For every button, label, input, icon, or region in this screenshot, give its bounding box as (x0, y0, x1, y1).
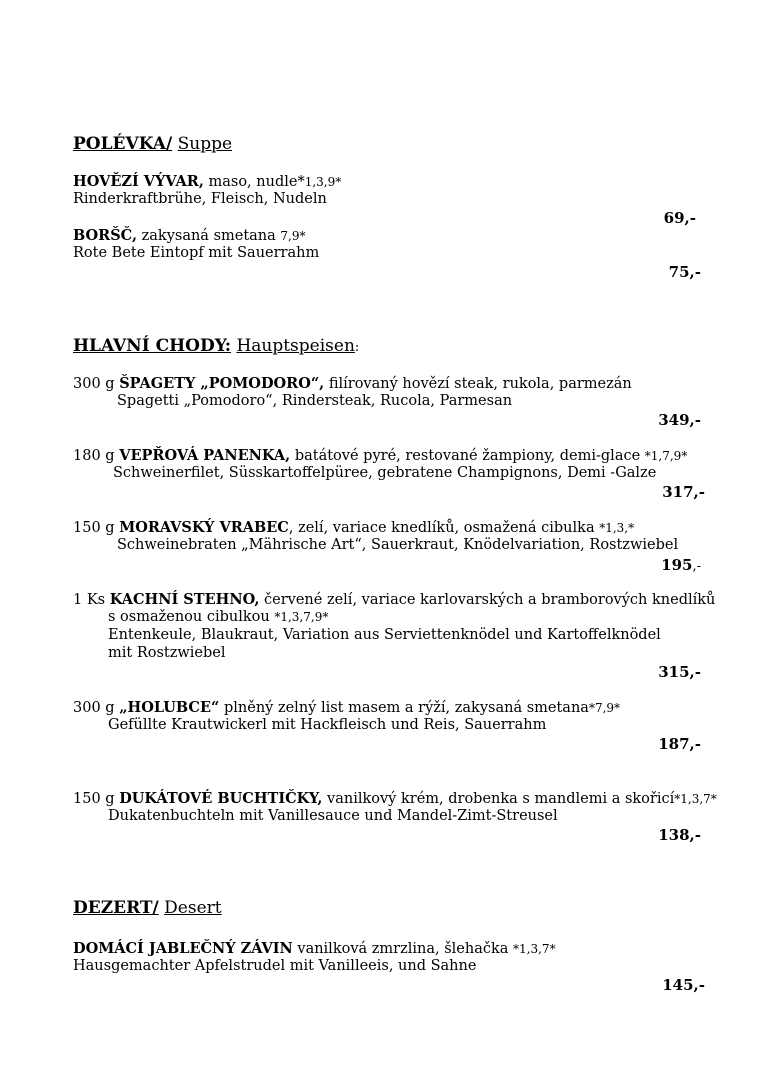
menu-item-price: 315,- (658, 663, 701, 681)
menu-item-price: 349,- (658, 411, 701, 429)
menu-item-name-line: 1 Ks KACHNÍ STEHNO, červené zelí, variace karlovarských a bramborových knedlíků (73, 591, 716, 608)
menu-item-translation: Spagetti „Pomodoro“, Rindersteak, Rucola, Parmesan (117, 393, 513, 409)
section-heading-soup: POLÉVKA/ Suppe (73, 134, 233, 154)
menu-item-name-line: 300 g „HOLUBCE“ plněný zelný list masem a rýží, zakysaná smetana*7,9* (73, 699, 621, 716)
menu-item-name-line-cont: s osmaženou cibulkou *1,3,7,9* (108, 609, 329, 625)
menu-item-translation: Entenkeule, Blaukraut, Variation aus Serviettenknödel und Kartoffelknödel (108, 627, 661, 643)
menu-item-name-line: 150 g DUKÁTOVÉ BUCHTIČKY, vanilkový krém, drobenka s mandlemi a skořicí*1,3,7* (73, 790, 717, 807)
section-heading-main: HLAVNÍ CHODY: Hauptspeisen: (73, 336, 360, 356)
section-heading-dessert: DEZERT/ Desert (73, 898, 222, 918)
menu-item-translation: Rinderkraftbrühe, Fleisch, Nudeln (73, 191, 327, 207)
menu-item-translation: Schweinebraten „Mährische Art“, Sauerkraut, Knödelvariation, Rostzwiebel (117, 537, 679, 553)
menu-item-name-line: 180 g VEPŘOVÁ PANENKA, batátové pyré, restované žampiony, demi-glace *1,7,9* (73, 447, 688, 464)
menu-item-price: 75,- (668, 263, 701, 281)
menu-item-name-line: DOMÁCÍ JABLEČNÝ ZÁVIN vanilková zmrzlina, šlehačka *1,3,7* (73, 940, 556, 957)
menu-item-translation: Schweinerfilet, Süsskartoffelpüree, gebratene Champignons, Demi -Galze (113, 465, 657, 481)
menu-item-price: 195,- (661, 556, 701, 574)
menu-item-price: 187,- (658, 735, 701, 753)
menu-item-name-line: HOVĚZÍ VÝVAR, maso, nudle*1,3,9* (73, 173, 342, 190)
menu-item-price: 138,- (658, 826, 701, 844)
menu-item-translation: Gefüllte Krautwickerl mit Hackfleisch und Reis, Sauerrahm (108, 717, 547, 733)
menu-item-name-line: BORŠČ, zakysaná smetana 7,9* (73, 227, 306, 244)
menu-item-name-line: 150 g MORAVSKÝ VRABEC, zelí, variace knedlíků, osmažená cibulka *1,3,* (73, 519, 635, 536)
menu-item-name-line: 300 g ŠPAGETY „POMODORO“, filírovaný hovězí steak, rukola, parmezán (73, 375, 632, 392)
menu-item-translation: Dukatenbuchteln mit Vanillesauce und Mandel-Zimt-Streusel (108, 808, 558, 824)
menu-item-price: 317,- (662, 483, 705, 501)
menu-item-translation: Rote Bete Eintopf mit Sauerrahm (73, 245, 320, 261)
menu-item-price: 145,- (662, 976, 705, 994)
menu-item-translation-cont: mit Rostzwiebel (108, 645, 226, 661)
menu-item-translation: Hausgemachter Apfelstrudel mit Vanilleeis, und Sahne (73, 958, 477, 974)
menu-item-price: 69,- (663, 209, 696, 227)
